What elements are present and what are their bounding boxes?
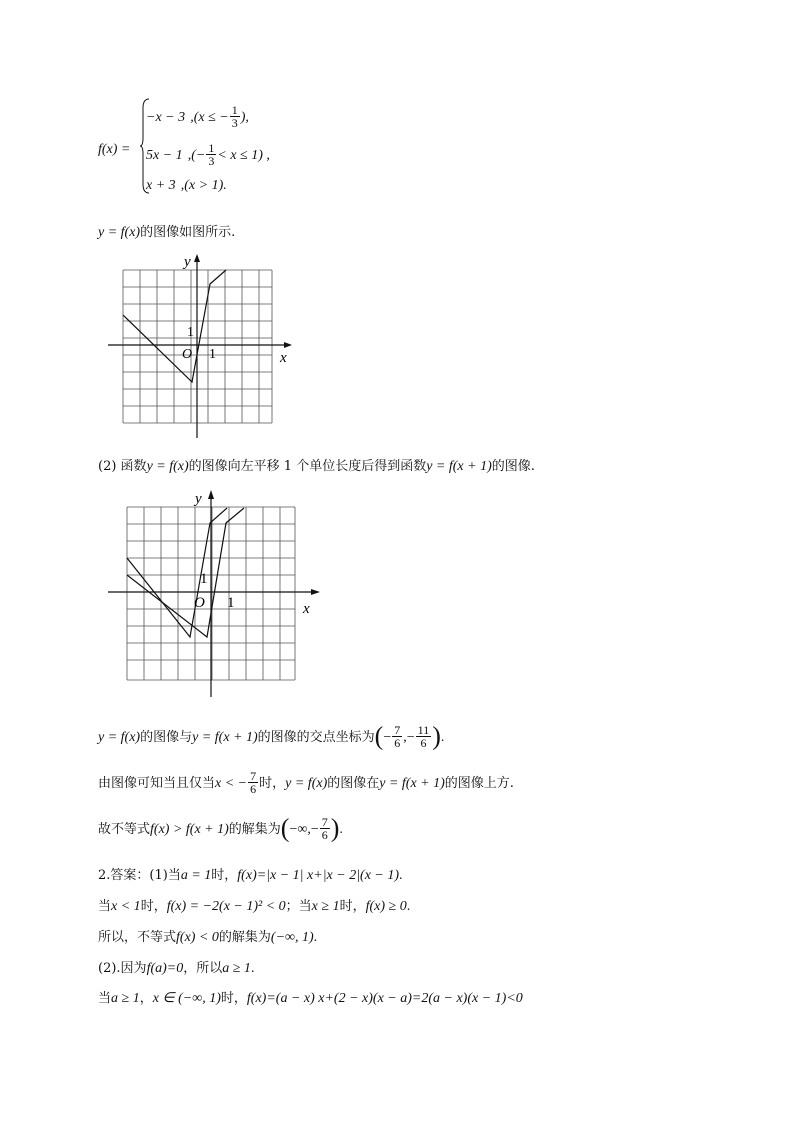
origin-label: O: [182, 347, 193, 362]
x-axis-arrow: [311, 589, 320, 595]
text-line-2: (2) 函数y = f(x)的图像向左平移 1 个单位长度后得到函数y = f(x + 1)的图像.: [98, 459, 535, 474]
x-axis-label: x: [280, 350, 287, 366]
graph-1: [100, 250, 300, 445]
fraction: $\frac{7}{6}$: [250, 769, 257, 796]
y-tick-one: 1: [200, 571, 208, 587]
y-axis-label: y: [195, 491, 202, 507]
function-curve-f-x: [127, 508, 244, 637]
text-line-6: 2.答案：(1)当a = 1时，f(x)=|x − 1| x+|x − 2|(x − 1).: [98, 868, 403, 883]
x-tick-one: 1: [227, 595, 235, 611]
origin-label: O: [194, 595, 205, 611]
text-line-9: (2).因为f(a)=0，所以a ≥ 1.: [98, 961, 255, 976]
fraction: $\frac{1}{3}$: [231, 103, 238, 130]
graph-2: [100, 485, 330, 700]
fraction: $\frac{7}{6}$: [321, 815, 328, 842]
case-1: −x − 3 ,(x ≤ − $\frac{1}{3}$ ),: [146, 103, 249, 130]
piecewise-lhs: f(x) =: [98, 142, 131, 157]
text-line-1: y = f(x)的图像如图所示.: [98, 225, 236, 240]
text-line-3: y = f(x)的图像与y = f(x + 1)的图像的交点坐标为(− $\frac{7}{6}$ ,− $\frac{11}{6}$ ).: [98, 721, 445, 751]
case-2: 5x − 1 ,(− $\frac{1}{3}$ < x ≤ 1) ,: [146, 141, 270, 168]
x-axis-label: x: [303, 601, 310, 617]
y-axis-label: y: [184, 254, 191, 270]
y-tick-one: 1: [187, 325, 194, 340]
fraction: $\frac{7}{6}$: [394, 723, 401, 750]
text-line-8: 所以，不等式f(x) < 0的解集为(−∞, 1).: [98, 930, 318, 945]
text-line-7: 当x < 1时，f(x) = −2(x − 1)² < 0；当x ≥ 1时，f(x) ≥ 0.: [98, 899, 411, 914]
case-3: x + 3 ,(x > 1).: [146, 178, 227, 193]
fraction: $\frac{1}{3}$: [208, 141, 215, 168]
x-tick-one: 1: [209, 347, 216, 362]
y-axis-arrow: [194, 254, 200, 262]
text-line-4: 由图像可知当且仅当x < − $\frac{7}{6}$ 时，y = f(x)的图像在y = f(x + 1)的图像上方.: [98, 769, 514, 796]
text-line-5: 故不等式f(x) > f(x + 1)的解集为(−∞,− $\frac{7}{6}$ ).: [98, 813, 343, 843]
x-axis-arrow: [284, 342, 292, 348]
text-line-10: 当a ≥ 1，x ∈ (−∞, 1)时，f(x)=(a − x) x+(2 − x)(x − a)=2(a − x)(x − 1)<0: [98, 991, 523, 1006]
y-axis-arrow: [208, 490, 214, 499]
fraction: $\frac{11}{6}$: [417, 723, 430, 750]
